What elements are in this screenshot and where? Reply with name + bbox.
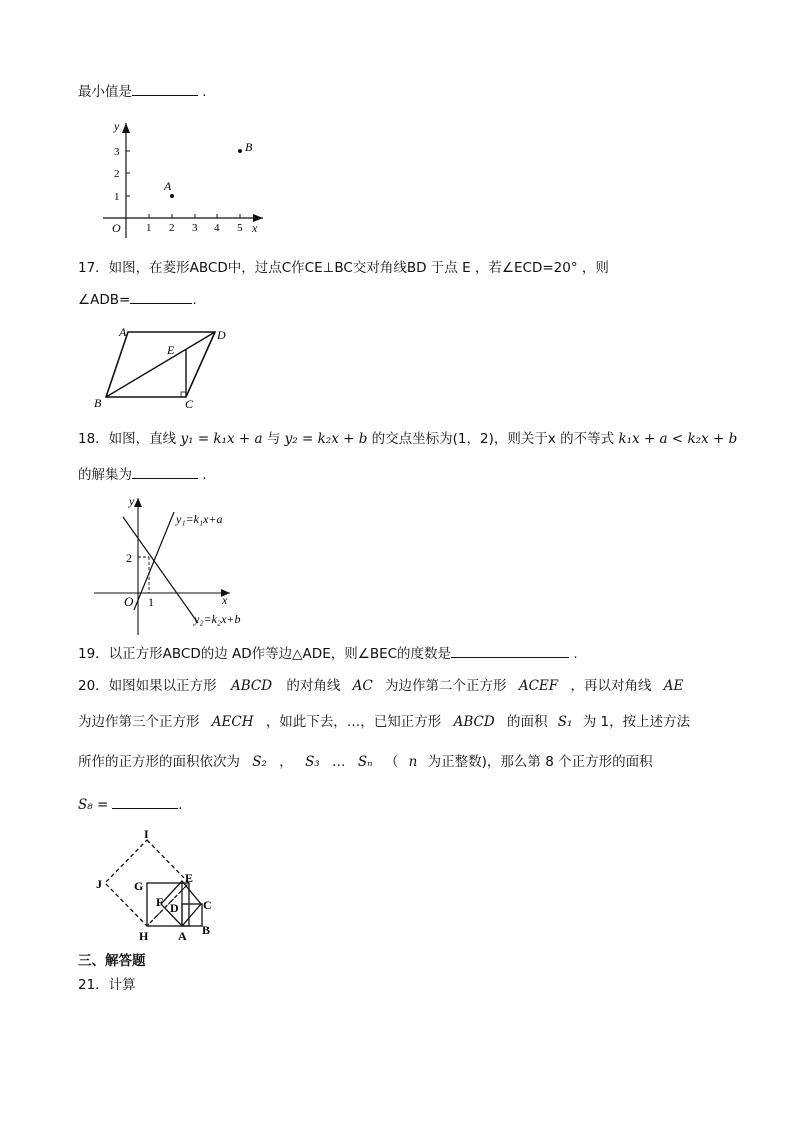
label-a: A bbox=[178, 929, 187, 943]
q20-line3 bbox=[78, 753, 653, 771]
q20-line1 bbox=[78, 677, 683, 695]
point-b bbox=[238, 149, 242, 153]
q17-end: . bbox=[192, 292, 197, 308]
q18-line1 bbox=[78, 430, 737, 448]
q20-end: . bbox=[178, 797, 183, 813]
q20-l2-d: 为 1，按上述方法 bbox=[582, 714, 691, 730]
q20-l2-c: 的面积 bbox=[506, 714, 548, 730]
q20-l3-a: 所作的正方形的面积依次为 bbox=[78, 754, 240, 770]
q18-end: . bbox=[202, 467, 207, 483]
q19-answer-blank[interactable] bbox=[451, 645, 569, 658]
q20-l1-a: 20．如图如果以正方形 bbox=[78, 678, 217, 694]
q20-line2 bbox=[78, 713, 690, 731]
q16-tail-text: 最小值是 bbox=[78, 84, 132, 100]
q20-l2-b: ，如此下去，…，已知正方形 bbox=[265, 714, 442, 730]
label-j: J bbox=[96, 877, 102, 891]
label-a: A bbox=[119, 325, 127, 339]
label-i: I bbox=[144, 827, 149, 841]
q17-prefix: ∠ADB= bbox=[78, 292, 131, 308]
label-e: E bbox=[167, 343, 175, 357]
x-tick-marks bbox=[149, 214, 240, 218]
line-y2-label: y₂=k₂x+b bbox=[194, 612, 241, 626]
q20-s2: S₂ bbox=[252, 754, 267, 770]
y-tick-2: 2 bbox=[114, 168, 120, 180]
x-tick-2: 2 bbox=[169, 222, 175, 234]
figure-rhombus bbox=[88, 322, 238, 414]
q20-l2-a: 为边作第三个正方形 bbox=[78, 714, 200, 730]
label-e: E bbox=[185, 871, 194, 885]
point-a bbox=[170, 194, 174, 198]
q18-eq1: y₁ = k₁x + a bbox=[180, 431, 263, 447]
q20-answer-blank[interactable] bbox=[112, 796, 178, 809]
label-f: F bbox=[156, 895, 164, 909]
point-b-label: B bbox=[245, 140, 253, 154]
x-axis-label: x bbox=[252, 221, 258, 235]
q20-l3-comma: ， bbox=[279, 754, 293, 770]
point-a-label: A bbox=[164, 179, 172, 193]
label-d: D bbox=[217, 328, 226, 342]
answer-blank[interactable] bbox=[132, 83, 198, 96]
q17-answer-blank[interactable] bbox=[130, 291, 192, 304]
label-h: H bbox=[139, 929, 149, 943]
q20-l3-dots: … bbox=[332, 754, 346, 770]
q20-sn: Sₙ bbox=[357, 754, 373, 770]
section-title: 三、解答题 bbox=[78, 953, 146, 969]
figure-coordinate-points bbox=[95, 115, 275, 240]
q20-s1: S₁ bbox=[557, 714, 573, 730]
y-axis-label: y bbox=[129, 494, 135, 508]
label-b: B bbox=[94, 396, 102, 410]
q18-ineq: k₁x + a < k₂x + b bbox=[618, 431, 738, 447]
x-tick-3: 3 bbox=[192, 222, 198, 234]
y-axis-arrow bbox=[134, 498, 142, 507]
q20-ac: AC bbox=[352, 678, 373, 694]
x-tick-1: 1 bbox=[146, 222, 152, 234]
q20-l1-c: 为边作第二个正方形 bbox=[385, 678, 507, 694]
line-y2 bbox=[123, 517, 198, 623]
tick-y-2: 2 bbox=[126, 551, 132, 565]
q18-prefix: 的解集为 bbox=[78, 467, 132, 483]
q20-acef: ACEF bbox=[518, 678, 559, 694]
q18-line2 bbox=[78, 466, 207, 484]
q17-line1: 17．如图，在菱形ABCD中，过点C作CE⊥BC交对角线BD 于点 E ，若∠ECD=20° ，则 bbox=[78, 260, 609, 276]
q20-n: n bbox=[408, 754, 418, 770]
q18-eq2: y₂ = k₂x + b bbox=[284, 431, 368, 447]
label-d: D bbox=[170, 901, 179, 915]
q18-answer-blank[interactable] bbox=[132, 466, 198, 479]
x-tick-4: 4 bbox=[214, 222, 220, 234]
q19-end: . bbox=[573, 646, 578, 662]
q18-with: 与 bbox=[266, 431, 281, 447]
q18-mid: 的交点坐标为(1，2)，则关于x 的不等式 bbox=[371, 431, 615, 447]
q20-l3-c: 为正整数)，那么第 8 个正方形的面积 bbox=[427, 754, 653, 770]
label-c: C bbox=[203, 898, 212, 912]
x-axis-label: x bbox=[222, 593, 228, 607]
figure-nested-squares bbox=[92, 826, 222, 944]
q21-line: 21．计算 bbox=[78, 977, 136, 993]
q20-ae: AE bbox=[663, 678, 684, 694]
tick-x-1: 1 bbox=[148, 595, 154, 609]
y-tick-1: 1 bbox=[114, 191, 120, 203]
label-b: B bbox=[202, 923, 211, 937]
q20-l1-b: 的对角线 bbox=[286, 678, 341, 694]
q19-line bbox=[78, 645, 578, 663]
q20-aech: AECH bbox=[211, 714, 254, 730]
y-axis-arrow bbox=[122, 123, 130, 133]
q18-num: 18．如图，直线 bbox=[78, 431, 177, 447]
q20-s8: S₈ = bbox=[78, 797, 109, 813]
line-y1-label: y₁=k₁x+a bbox=[176, 512, 223, 526]
q16-tail-line bbox=[78, 83, 207, 101]
q20-l3-b: （ bbox=[384, 754, 399, 770]
q20-line4 bbox=[78, 796, 183, 814]
origin-label: O bbox=[112, 221, 121, 235]
diagonal-bd bbox=[106, 332, 215, 397]
y-axis-label: y bbox=[114, 119, 120, 133]
q20-l1-d: ，再以对角线 bbox=[570, 678, 652, 694]
x-tick-5: 5 bbox=[237, 222, 243, 234]
y-tick-3: 3 bbox=[114, 146, 120, 158]
label-g: G bbox=[134, 879, 144, 893]
q19-text: 19．以正方形ABCD的边 AD作等边△ADE，则∠BEC的度数是 bbox=[78, 646, 452, 662]
q20-abcd-2: ABCD bbox=[453, 714, 495, 730]
q17-line2 bbox=[78, 291, 197, 309]
q16-tail-end: . bbox=[202, 84, 207, 100]
q20-abcd: ABCD bbox=[230, 678, 273, 694]
label-c: C bbox=[185, 397, 194, 411]
q20-s3: S₃ bbox=[305, 754, 320, 770]
figure-two-lines bbox=[90, 492, 260, 642]
origin-label: O bbox=[124, 594, 134, 609]
